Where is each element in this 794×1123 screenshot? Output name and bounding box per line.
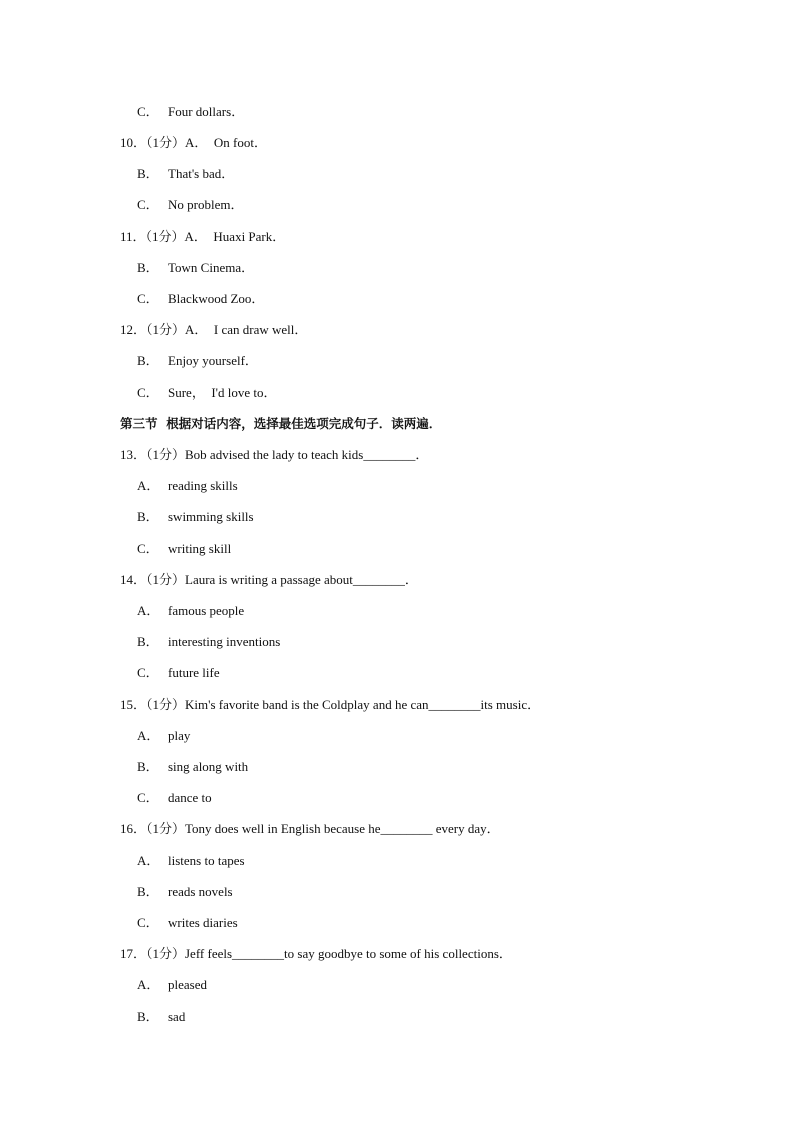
option-line xyxy=(137,759,248,775)
option-line xyxy=(137,197,243,213)
option-text: sad xyxy=(168,1009,186,1024)
question-line: 10．（1分）A． On foot． xyxy=(120,135,267,150)
option-letter: B． xyxy=(137,884,159,899)
option-line xyxy=(137,353,258,369)
option-line xyxy=(137,478,238,494)
option-line xyxy=(137,728,190,744)
option-line xyxy=(137,790,212,806)
option-text: No problem． xyxy=(168,197,244,212)
option-line xyxy=(137,665,220,681)
option-text: Enjoy yourself． xyxy=(168,353,258,368)
option-letter: B． xyxy=(137,166,159,181)
option-letter: B． xyxy=(137,759,159,774)
option-text: sing along with xyxy=(168,759,249,774)
option-letter: A． xyxy=(137,603,160,618)
option-line xyxy=(137,385,277,401)
option-line xyxy=(137,260,254,276)
option-line xyxy=(137,291,264,307)
option-letter: A． xyxy=(137,478,160,493)
option-line xyxy=(137,509,254,525)
option-line xyxy=(137,853,245,869)
option-letter: C． xyxy=(137,790,159,805)
option-text: Four dollars． xyxy=(168,104,245,119)
option-letter: B． xyxy=(137,1009,159,1024)
question-line: 13．（1分）Bob advised the lady to teach kids________． xyxy=(120,447,429,462)
option-letter: B． xyxy=(137,353,159,368)
option-letter: A． xyxy=(137,728,160,743)
option-text: Sure， I'd love to． xyxy=(168,385,277,400)
option-letter: C． xyxy=(137,291,159,306)
option-letter: A． xyxy=(137,977,160,992)
option-text: reads novels xyxy=(168,884,233,899)
option-letter: B． xyxy=(137,634,159,649)
option-line xyxy=(137,915,238,931)
option-line xyxy=(137,977,207,993)
option-line xyxy=(137,603,244,619)
option-line xyxy=(137,634,280,650)
question-line: 14．（1分）Laura is writing a passage about________． xyxy=(120,572,418,587)
option-text: writes diaries xyxy=(168,915,238,930)
option-text: Blackwood Zoo． xyxy=(168,291,265,306)
option-letter: C． xyxy=(137,197,159,212)
question-line: 17．（1分）Jeff feels________to say goodbye to some of his collections． xyxy=(120,946,512,961)
question-line: 16．（1分）Tony does well in English because he________ every day． xyxy=(120,821,500,836)
option-line xyxy=(137,884,233,900)
option-letter: C． xyxy=(137,385,159,400)
option-text: swimming skills xyxy=(168,509,254,524)
option-text: interesting inventions xyxy=(168,634,281,649)
option-text: dance to xyxy=(168,790,212,805)
option-line xyxy=(137,1009,185,1025)
option-text: pleased xyxy=(168,977,207,992)
option-text: writing skill xyxy=(168,541,232,556)
option-text: play xyxy=(168,728,191,743)
option-line xyxy=(137,541,231,557)
option-text: listens to tapes xyxy=(168,853,245,868)
option-text: That's bad． xyxy=(168,166,235,181)
option-line xyxy=(137,104,244,120)
option-letter: C． xyxy=(137,541,159,556)
option-text: reading skills xyxy=(168,478,238,493)
option-letter: A． xyxy=(137,853,160,868)
option-letter: C． xyxy=(137,104,159,119)
option-line xyxy=(137,166,234,182)
question-line: 15．（1分）Kim's favorite band is the Coldplay and he can________its music． xyxy=(120,697,541,712)
option-text: famous people xyxy=(168,603,245,618)
option-text: Town Cinema． xyxy=(168,260,255,275)
option-letter: B． xyxy=(137,260,159,275)
question-line: 11．（1分）A． Huaxi Park． xyxy=(120,229,286,244)
option-letter: B． xyxy=(137,509,159,524)
section-heading: 第三节 根据对话内容，选择最佳选项完成句子．读两遍． xyxy=(120,416,442,431)
option-text: future life xyxy=(168,665,220,680)
question-line: 12．（1分）A． I can draw well． xyxy=(120,322,308,337)
option-letter: C． xyxy=(137,665,159,680)
option-letter: C． xyxy=(137,915,159,930)
